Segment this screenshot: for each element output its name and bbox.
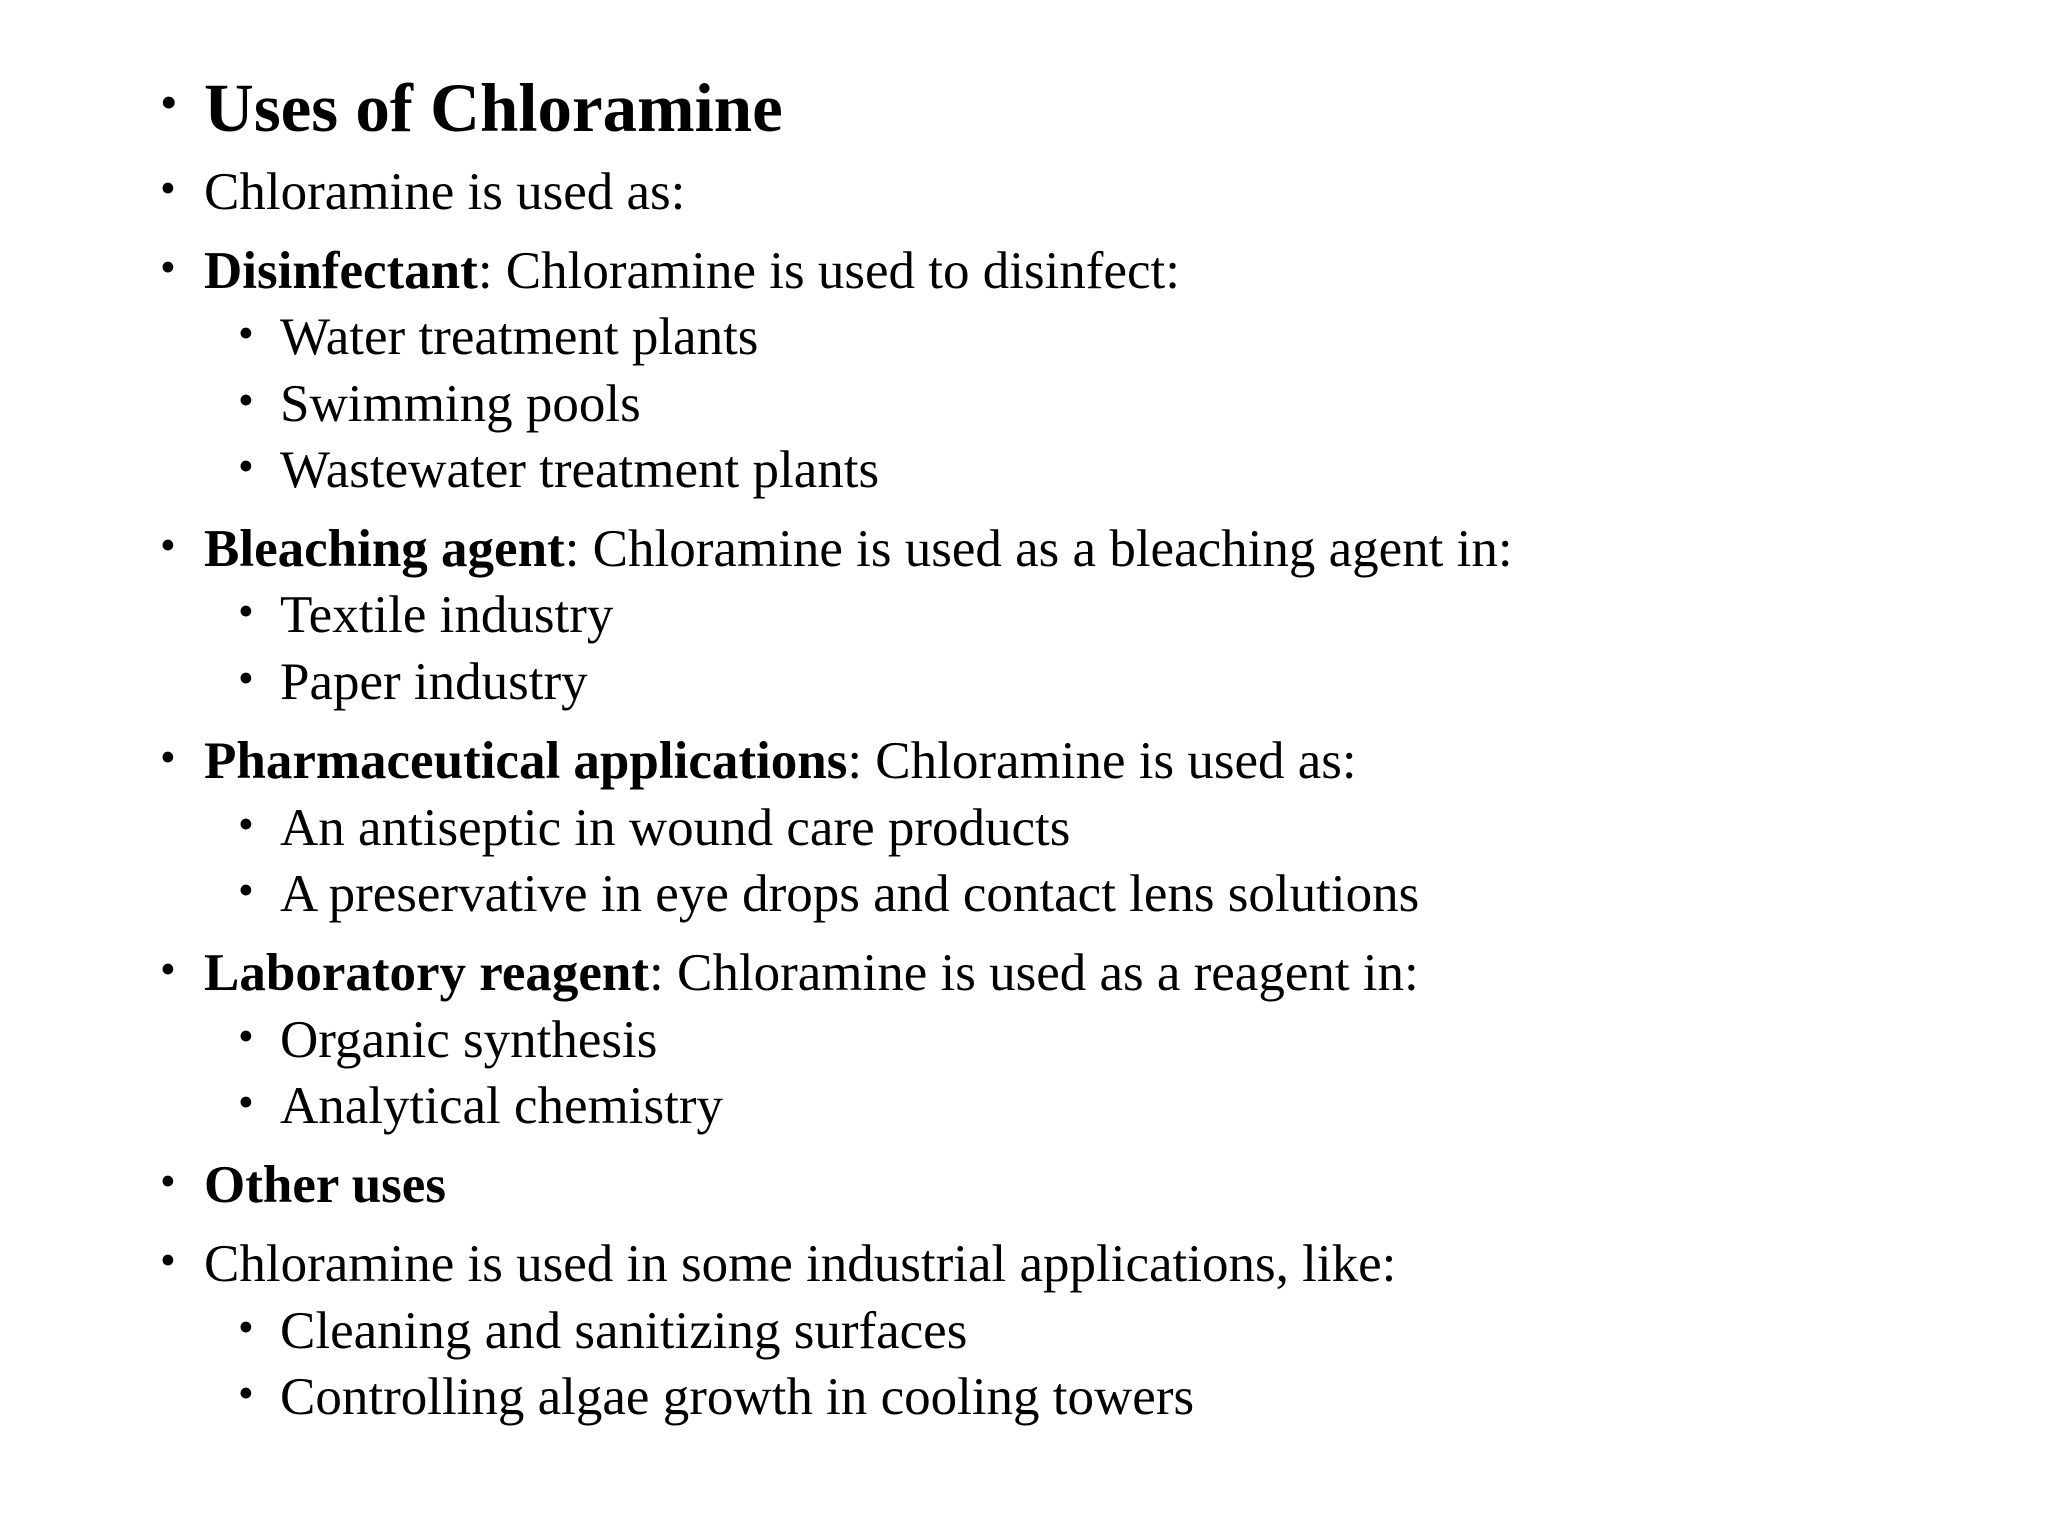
section-heading: Laboratory reagent: [204, 944, 650, 1002]
bullet: •: [160, 1235, 176, 1285]
bullet: •: [160, 520, 176, 570]
bullet: •: [160, 74, 178, 130]
other-intro-text: Chloramine is used in some industrial applications, like:: [204, 1235, 1397, 1293]
bullet: •: [238, 799, 254, 849]
intro-row: [160, 163, 686, 221]
bullet: •: [160, 1156, 176, 1206]
list-item-text: Paper industry: [280, 653, 588, 711]
section-description: : Chloramine is used as a reagent in:: [649, 944, 1419, 1002]
list-item-text: Controlling algae growth in cooling towers: [280, 1368, 1195, 1426]
other-intro-row: [160, 1235, 1397, 1293]
bullet: •: [238, 586, 254, 636]
section-description: : Chloramine is used as a bleaching agent in:: [564, 520, 1513, 578]
section-other-uses: [160, 1156, 446, 1214]
bullet: •: [238, 653, 254, 703]
bullet: •: [160, 944, 176, 994]
list-item: [238, 865, 1420, 923]
list-item: [238, 1077, 723, 1135]
list-item-text: Cleaning and sanitizing surfaces: [280, 1302, 968, 1360]
list-item-text: Water treatment plants: [280, 308, 759, 366]
slide-title-row: [160, 70, 783, 146]
bullet: •: [160, 163, 176, 213]
list-item-text: Analytical chemistry: [280, 1077, 723, 1135]
list-item: [238, 1368, 1195, 1426]
section-heading: Pharmaceutical applications: [204, 732, 848, 790]
bullet: •: [238, 375, 254, 425]
section-description: : Chloramine is used as:: [847, 732, 1357, 790]
list-item: [238, 1302, 968, 1360]
section-laboratory-reagent: [160, 944, 1419, 1002]
list-item: [238, 441, 880, 499]
section-heading: Disinfectant: [204, 242, 478, 300]
slide-title: Uses of Chloramine: [204, 70, 783, 146]
bullet: •: [238, 308, 254, 358]
list-item: [238, 308, 759, 366]
list-item: [238, 799, 1071, 857]
list-item: [238, 586, 614, 644]
list-item: [238, 1011, 658, 1069]
section-bleaching-agent: [160, 520, 1513, 578]
bullet: •: [238, 1077, 254, 1127]
section-pharmaceutical-applications: [160, 732, 1357, 790]
list-item-text: A preservative in eye drops and contact lens solutions: [280, 865, 1420, 923]
section-heading: Other uses: [204, 1156, 446, 1214]
list-item-text: Textile industry: [280, 586, 614, 644]
bullet: •: [238, 865, 254, 915]
bullet: •: [160, 732, 176, 782]
bullet: •: [238, 441, 254, 491]
section-description: : Chloramine is used to disinfect:: [477, 242, 1180, 300]
list-item-text: Organic synthesis: [280, 1011, 658, 1069]
bullet: •: [238, 1302, 254, 1352]
bullet: •: [238, 1011, 254, 1061]
intro-text: Chloramine is used as:: [204, 163, 686, 221]
list-item-text: Swimming pools: [280, 375, 641, 433]
list-item: [238, 653, 588, 711]
list-item: [238, 375, 641, 433]
bullet: •: [160, 242, 176, 292]
bullet: •: [238, 1368, 254, 1418]
section-disinfectant: [160, 242, 1180, 300]
list-item-text: Wastewater treatment plants: [280, 441, 880, 499]
list-item-text: An antiseptic in wound care products: [280, 799, 1071, 857]
section-heading: Bleaching agent: [204, 520, 565, 578]
